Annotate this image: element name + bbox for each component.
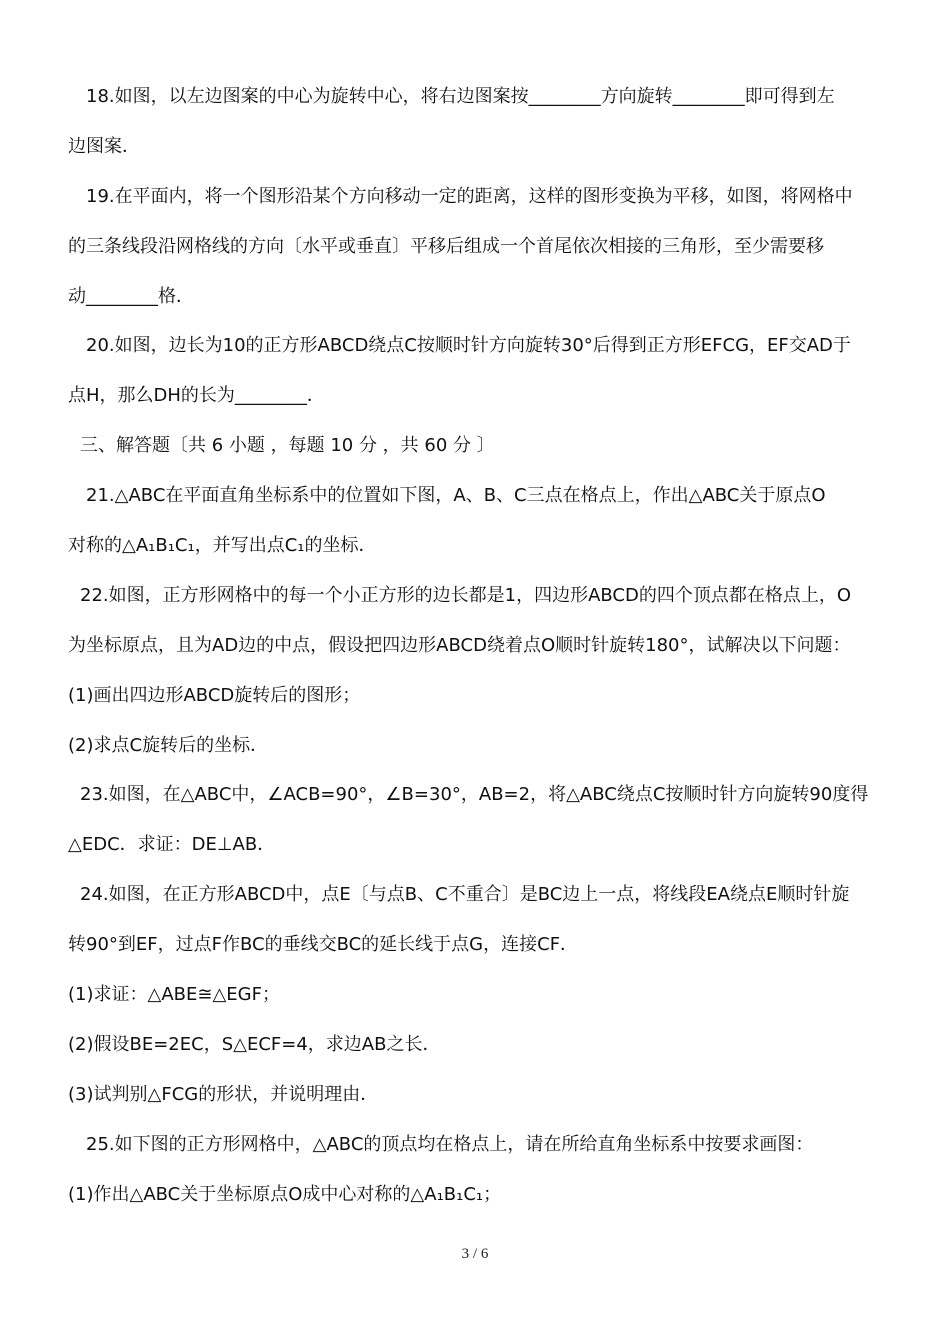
q23-line1: 23.如图，在△ABC中，∠ACB=90°，∠B=30°，AB=2，将△ABC绕点C按顺时针方向旋转90度得 — [80, 784, 869, 805]
q19-line2: 的三条线段沿网格线的方向〔水平或垂直〕平移后组成一个首尾依次相接的三角形，至少需要移 — [68, 236, 824, 257]
q24-part1: (1)求证：△ABE≅△EGF； — [68, 984, 280, 1005]
page-number: 3 / 6 — [461, 1246, 489, 1262]
q18-line2: 边图案． — [68, 136, 140, 157]
q21-line2: 对称的△A₁B₁C₁，并写出点C₁的坐标． — [68, 535, 377, 556]
q19-line1: 19.在平面内，将一个图形沿某个方向移动一定的距离，这样的图形变换为平移，如图，将网格中 — [86, 186, 853, 207]
q22-line1: 22.如图，正方形网格中的每一个小正方形的边长都是1，四边形ABCD的四个顶点都在格点上，O — [80, 585, 852, 606]
q20-line1: 20.如图，边长为10的正方形ABCD绕点C按顺时针方向旋转30°后得到正方形EFCG，EF交AD于 — [86, 335, 851, 356]
q23-line2: △EDC．求证：DE⊥AB． — [68, 834, 276, 855]
q24-line1: 24.如图，在正方形ABCD中，点E〔与点B、C不重合〕是BC边上一点，将线段EA绕点E顺时针旋 — [80, 884, 850, 905]
q24-line2: 转90°到EF，过点F作BC的垂线交BC的延长线于点G，连接CF． — [68, 934, 579, 955]
q22-part2: (2)求点C旋转后的坐标． — [68, 735, 269, 756]
q18-line1: 18.如图，以左边图案的中心为旋转中心，将右边图案按________方向旋转________即可得到左 — [86, 86, 835, 107]
q24-part3: (3)试判别△FCG的形状，并说明理由． — [68, 1084, 379, 1105]
q19-line3: 动________格． — [68, 286, 194, 307]
section-heading: 三、解答题〔共 6 小题 ，每题 10 分 ，共 60 分 〕 — [80, 435, 495, 456]
q21-line1: 21.△ABC在平面直角坐标系中的位置如下图，A、B、C三点在格点上，作出△ABC关于原点O — [86, 485, 826, 506]
q25-part1: (1)作出△ABC关于坐标原点O成中心对称的△A₁B₁C₁； — [68, 1184, 502, 1205]
q20-line2: 点H，那么DH的长为________． — [68, 385, 325, 406]
q24-part2: (2)假设BE=2EC，S△ECF=4，求边AB之长． — [68, 1034, 441, 1055]
q22-line2: 为坐标原点，且为AD边的中点，假设把四边形ABCD绕着点O顺时针旋转180°，试解决以下问题： — [68, 635, 851, 656]
q22-part1: (1)画出四边形ABCD旋转后的图形； — [68, 685, 361, 706]
q25-line1: 25.如下图的正方形网格中，△ABC的顶点均在格点上，请在所给直角坐标系中按要求画图： — [86, 1134, 814, 1155]
